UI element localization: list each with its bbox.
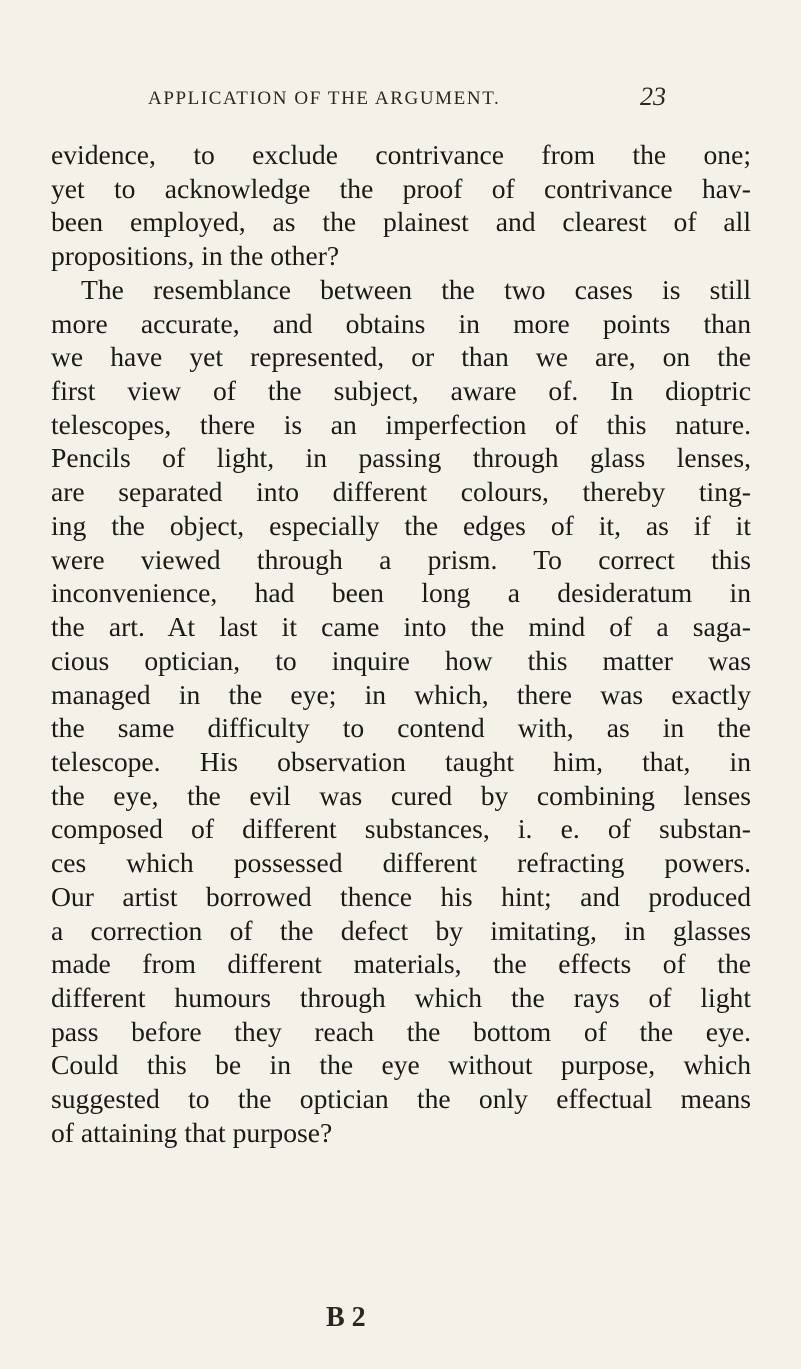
page-number: 23: [640, 82, 666, 111]
text-line: pass before they reach the bottom of the eye.: [51, 1015, 751, 1047]
text-line: propositions, in the other?: [51, 240, 340, 272]
text-line: the art. At last it came into the mind of a saga-: [51, 611, 751, 643]
text-line: been employed, as the plainest and clearest of all: [51, 206, 751, 238]
running-head: APPLICATION OF THE ARGUMENT.: [148, 88, 501, 109]
text-line: are separated into different colours, thereby ting-: [51, 476, 751, 508]
body-text: [51, 138, 751, 1150]
text-line: the eye, the evil was cured by combining lenses: [51, 779, 751, 811]
text-line: first view of the subject, aware of. In dioptric: [51, 375, 751, 407]
text-line: we have yet represented, or than we are, on the: [51, 341, 751, 373]
text-line: suggested to the optician the only effectual means: [51, 1083, 751, 1115]
text-line: of attaining that purpose?: [51, 1116, 333, 1148]
text-line: a correction of the defect by imitating, in glasses: [51, 914, 751, 946]
text-line: evidence, to exclude contrivance from the one;: [51, 139, 751, 170]
text-line: ces which possessed different refracting powers.: [51, 847, 751, 879]
text-line: more accurate, and obtains in more points than: [51, 307, 751, 339]
text-line: Our artist borrowed thence his hint; and produced: [51, 880, 751, 912]
text-line: ing the object, especially the edges of it, as if it: [51, 509, 751, 541]
text-line: composed of different substances, i. e. of substan-: [51, 813, 751, 845]
text-line: the same difficulty to contend with, as in the: [51, 712, 751, 744]
text-line: yet to acknowledge the proof of contrivance hav-: [51, 172, 751, 204]
text-line: Pencils of light, in passing through glass lenses,: [51, 442, 751, 474]
text-line: telescope. His observation taught him, that, in: [51, 745, 751, 777]
text-line: telescopes, there is an imperfection of this nature.: [51, 408, 751, 440]
text-line: were viewed through a prism. To correct this: [51, 543, 751, 575]
text-line: made from different materials, the effects of the: [51, 948, 751, 980]
text-line: inconvenience, had been long a desideratum in: [51, 577, 751, 609]
text-line: Could this be in the eye without purpose, which: [51, 1049, 751, 1081]
text-line: different humours through which the rays of light: [51, 981, 751, 1013]
text-line: cious optician, to inquire how this matter was: [51, 644, 751, 676]
text-line: managed in the eye; in which, there was exactly: [51, 678, 751, 710]
signature-mark: B 2: [326, 1302, 366, 1333]
text-line: The resemblance between the two cases is still: [81, 273, 751, 305]
